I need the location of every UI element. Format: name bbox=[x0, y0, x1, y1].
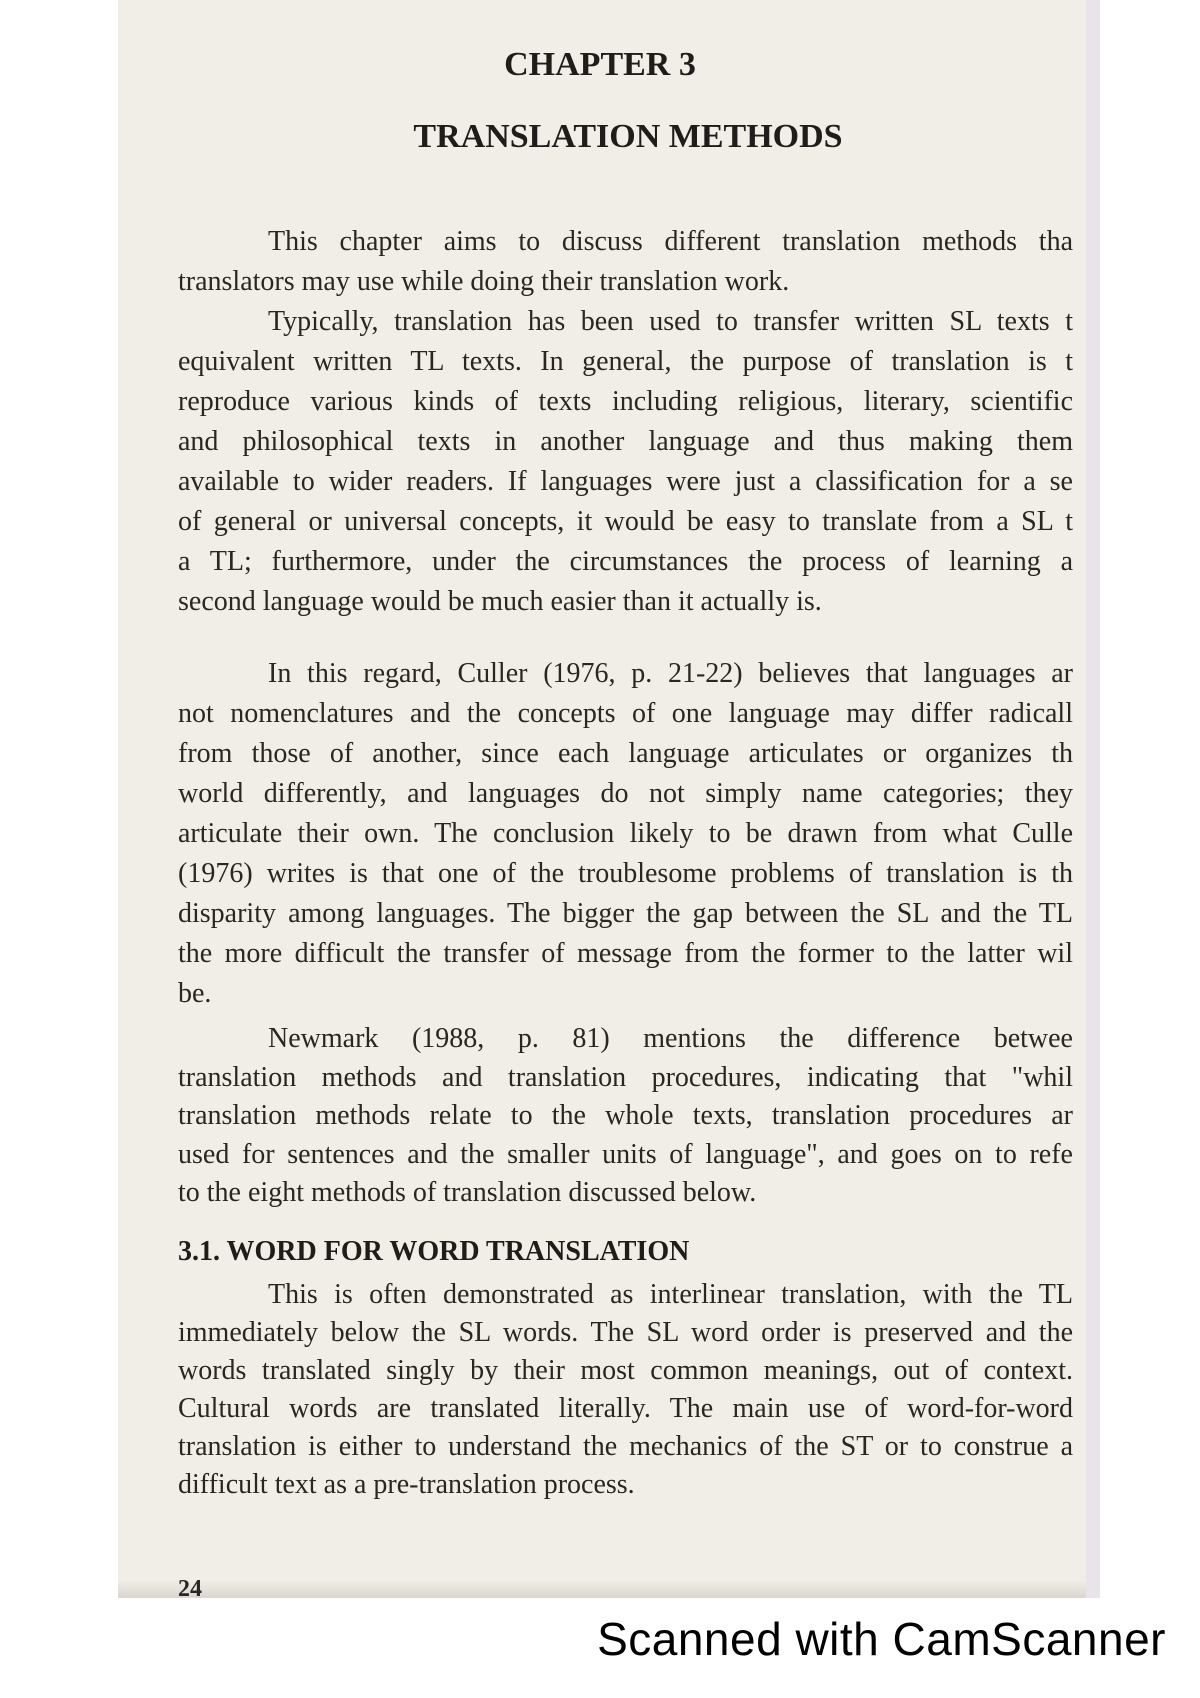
paragraph-line: not nomenclatures and the concepts of one language may differ radicall bbox=[178, 698, 1073, 729]
paragraph-line: translators may use while doing their translation work. bbox=[178, 266, 790, 297]
paragraph-line: This is often demonstrated as interlinear translation, with the TL bbox=[268, 1279, 1073, 1310]
paragraph-line: disparity among languages. The bigger the gap between the SL and the TL bbox=[178, 898, 1073, 929]
page-bottom-shadow bbox=[118, 1580, 1086, 1598]
paragraph-line: words translated singly by their most common meanings, out of context. bbox=[178, 1355, 1073, 1386]
paragraph-word-for-word bbox=[178, 1276, 1073, 1504]
paragraph-line: Newmark (1988, p. 81) mentions the difference betwee bbox=[268, 1023, 1073, 1054]
chapter-label: CHAPTER 3 bbox=[504, 46, 696, 83]
section-heading: 3.1. WORD FOR WORD TRANSLATION bbox=[178, 1236, 690, 1267]
paragraph-line: world differently, and languages do not simply name categories; they bbox=[178, 778, 1073, 809]
paragraph-line: translation is either to understand the mechanics of the ST or to construe a bbox=[178, 1431, 1073, 1462]
paragraph-line: translation methods and translation procedures, indicating that "whil bbox=[178, 1061, 1073, 1093]
paragraph-line: difficult text as a pre-translation process. bbox=[178, 1469, 635, 1500]
paragraph-line: equivalent written TL texts. In general, the purpose of translation is t bbox=[178, 346, 1073, 377]
paragraph-line: used for sentences and the smaller units of language", and goes on to refe bbox=[178, 1138, 1073, 1170]
paragraph-line: (1976) writes is that one of the troublesome problems of translation is th bbox=[178, 858, 1073, 889]
paragraph-line: This chapter aims to discuss different translation methods tha bbox=[268, 226, 1073, 257]
paragraph-line: reproduce various kinds of texts including religious, literary, scientific bbox=[178, 386, 1073, 417]
paragraph-culler bbox=[178, 654, 1073, 1014]
paragraph-line: from those of another, since each language articulates or organizes th bbox=[178, 738, 1073, 769]
chapter-title: TRANSLATION METHODS bbox=[413, 118, 843, 155]
paragraph-line: immediately below the SL words. The SL word order is preserved and the bbox=[178, 1317, 1073, 1348]
paragraph-line: translation methods relate to the whole texts, translation procedures ar bbox=[178, 1100, 1073, 1131]
paragraph-line: Cultural words are translated literally. The main use of word-for-word bbox=[178, 1393, 1073, 1424]
page-number: 24 bbox=[178, 1576, 202, 1602]
paragraph-line: the more difficult the transfer of message from the former to the latter wil bbox=[178, 938, 1073, 969]
paragraph-typically bbox=[178, 302, 1073, 622]
paragraph-line: In this regard, Culler (1976, p. 21-22) believes that languages ar bbox=[268, 658, 1073, 689]
paragraph-line: be. bbox=[178, 978, 212, 1009]
paragraph-line: a TL; furthermore, under the circumstances the process of learning a bbox=[178, 546, 1073, 577]
paragraph-newmark bbox=[178, 1020, 1073, 1213]
paragraph-line: Typically, translation has been used to transfer written SL texts t bbox=[268, 306, 1073, 337]
paragraph-line: to the eight methods of translation discussed below. bbox=[178, 1177, 757, 1208]
paragraph-intro bbox=[178, 222, 1073, 302]
paragraph-line: second language would be much easier than it actually is. bbox=[178, 586, 822, 617]
paragraph-line: available to wider readers. If languages were just a classification for a se bbox=[178, 466, 1073, 497]
page-edge bbox=[1086, 0, 1100, 1598]
paragraph-line: articulate their own. The conclusion likely to be drawn from what Culle bbox=[178, 818, 1073, 849]
camscanner-watermark: Scanned with CamScanner bbox=[597, 1613, 1166, 1665]
paragraph-line: of general or universal concepts, it would be easy to translate from a SL t bbox=[178, 506, 1073, 537]
paragraph-line: and philosophical texts in another language and thus making them bbox=[178, 426, 1073, 457]
